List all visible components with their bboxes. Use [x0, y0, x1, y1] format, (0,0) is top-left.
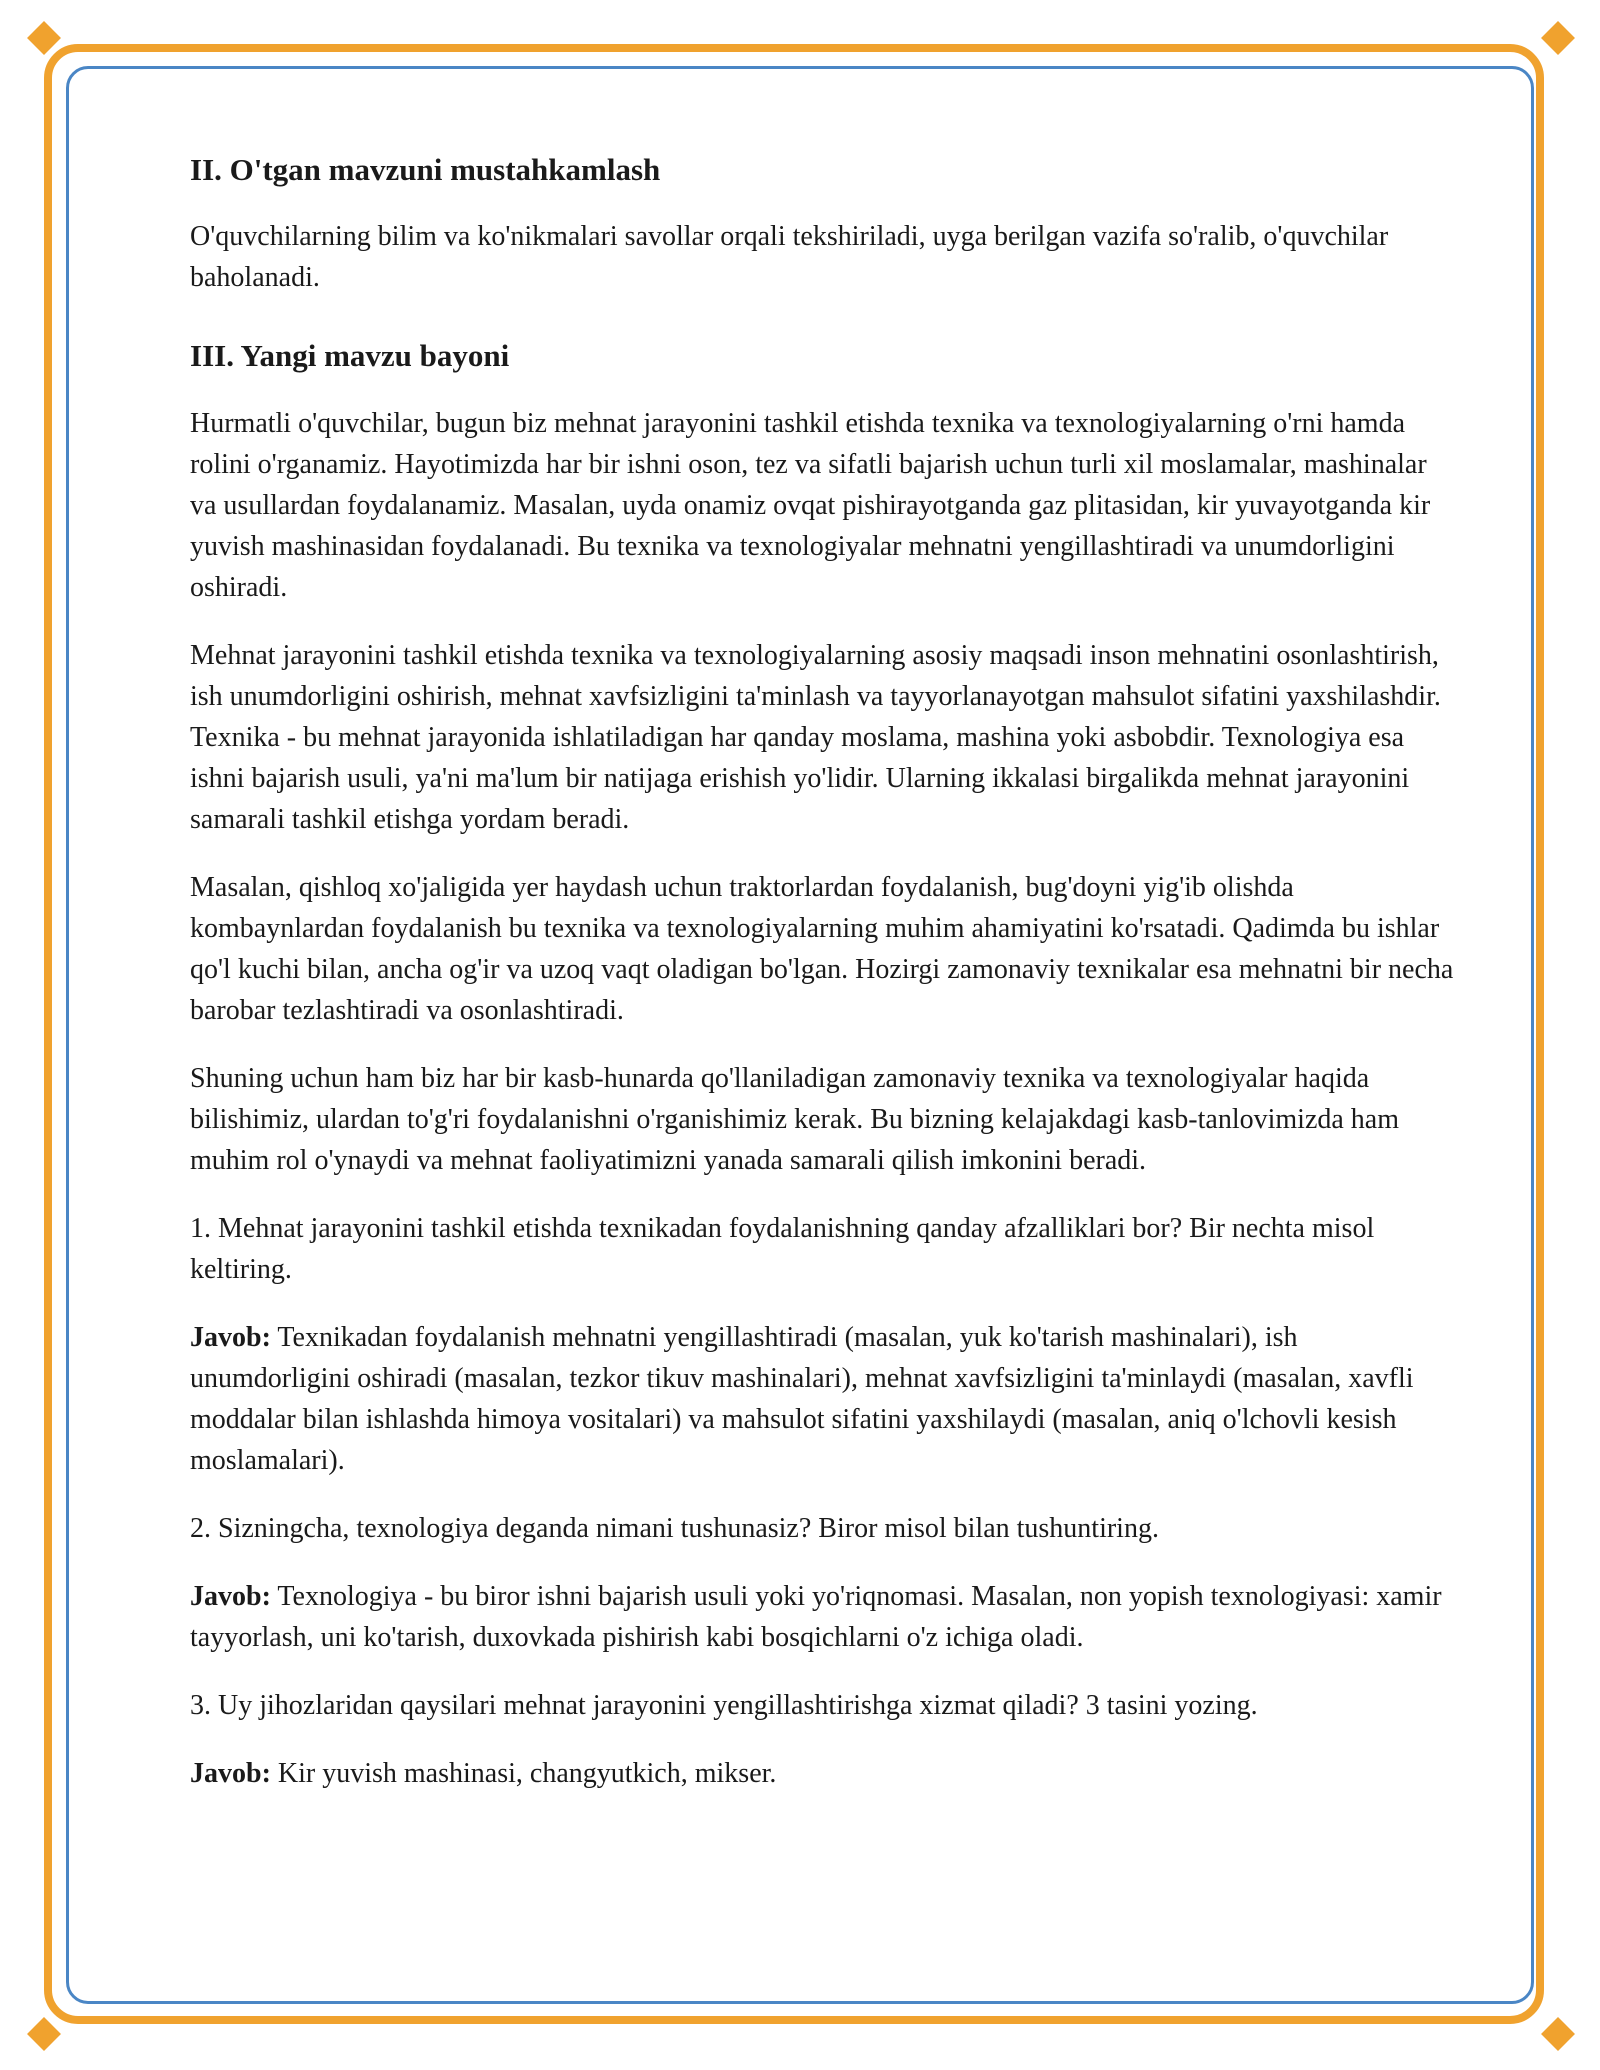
answer-text: Texnikadan foydalanish mehnatni yengillashtiradi (masalan, yuk ko'tarish mashinalari), ish unumdorligini oshiradi (masalan, tezkor tikuv mashinalari), mehnat xavfsizligini ta'minlaydi (masalan, xavfli moddalar bilan ishlashda himoya vositalari) va mahsulot sifatini yaxshilaydi (masalan, aniq o'lchovli kesish moslamalari). [190, 1321, 1414, 1476]
section-2-paragraph: O'quvchilarning bilim va ko'nikmalari savollar orqali tekshiriladi, uyga berilgan vazifa so'ralib, o'quvchilar baholanadi. [190, 221, 1389, 294]
section-heading-3: III. Yangi mavzu bayoni [190, 338, 510, 374]
corner-diamond-bottom-left [27, 2017, 61, 2051]
answer-text: Texnologiya - bu biror ishni bajarish usuli yoki yo'riqnomasi. Masalan, non yopish texnologiyasi: xamir tayyorlash, uni ko'tarish, duxovkada pishirish kabi bosqichlarni o'z ichiga oladi. [190, 1580, 1442, 1653]
question-3: 3. Uy jihozlaridan qaysilari mehnat jarayonini yengillashtirishga xizmat qiladi? 3 tasini yozing. [190, 1689, 1258, 1721]
question-1: 1. Mehnat jarayonini tashkil etishda texnikadan foydalanishning qanday afzalliklari bor? Bir nechta misol keltiring. [190, 1212, 1375, 1285]
answer-text: Kir yuvish mashinasi, changyutkich, mikser. [277, 1757, 777, 1789]
answer-2 [190, 1576, 1460, 1658]
answer-1 [190, 1317, 1460, 1481]
document-content [190, 150, 1460, 1821]
answer-label: Javob: [190, 1580, 271, 1612]
section-heading-2: II. O'tgan mavzuni mustahkamlash [190, 152, 661, 187]
answer-3 [190, 1753, 1460, 1794]
section-3-paragraph: Masalan, qishloq xo'jaligida yer haydash uchun traktorlardan foydalanish, bug'doyni yig'ib olishda kombaynlardan foydalanish bu texnika va texnologiyalarning muhim ahamiyatini ko'rsatadi. Qadimda bu ishlar qo'l kuchi bilan, ancha og'ir va uzoq vaqt oladigan bo'lgan. Hozirgi zamonaviy texnikalar esa mehnatni bir necha barobar tezlashtiradi va osonlashtiradi. [190, 871, 1454, 1026]
corner-diamond-bottom-right [1541, 2017, 1575, 2051]
question-2: 2. Sizningcha, texnologiya deganda nimani tushunasiz? Biror misol bilan tushuntiring. [190, 1512, 1159, 1544]
corner-diamond-top-right [1541, 21, 1575, 55]
section-3-paragraph: Mehnat jarayonini tashkil etishda texnika va texnologiyalarning asosiy maqsadi inson mehnatini osonlashtirish, ish unumdorligini oshirish, mehnat xavfsizligini ta'minlash va tayyorlanayotgan mahsulot sifatini yaxshilashdir. Texnika - bu mehnat jarayonida ishlatiladigan har qanday moslama, mashina yoki asbobdir. Texnologiya esa ishni bajarish usuli, ya'ni ma'lum bir natijaga erishish yo'lidir. Ularning ikkalasi birgalikda mehnat jarayonini samarali tashkil etishga yordam beradi. [190, 639, 1441, 835]
answer-label: Javob: [190, 1757, 271, 1789]
section-3-paragraph: Hurmatli o'quvchilar, bugun biz mehnat jarayonini tashkil etishda texnika va texnologiyalarning o'rni hamda rolini o'rganamiz. Hayotimizda har bir ishni oson, tez va sifatli bajarish uchun turli xil moslamalar, mashinalar va usullardan foydalanamiz. Masalan, uyda onamiz ovqat pishirayotganda gaz plitasidan, kir yuvayotganda kir yuvish mashinasidan foydalanadi. Bu texnika va texnologiyalar mehnatni yengillashtiradi va unumdorligini oshiradi. [190, 407, 1431, 603]
answer-label: Javob: [190, 1321, 271, 1353]
section-3-paragraph: Shuning uchun ham biz har bir kasb-hunarda qo'llaniladigan zamonaviy texnika va texnologiyalar haqida bilishimiz, ulardan to'g'ri foydalanishni o'rganishimiz kerak. Bu bizning kelajakdagi kasb-tanlovimizda ham muhim rol o'ynaydi va mehnat faoliyatimizni yanada samarali qilish imkonini beradi. [190, 1062, 1400, 1176]
corner-diamond-top-left [27, 21, 61, 55]
